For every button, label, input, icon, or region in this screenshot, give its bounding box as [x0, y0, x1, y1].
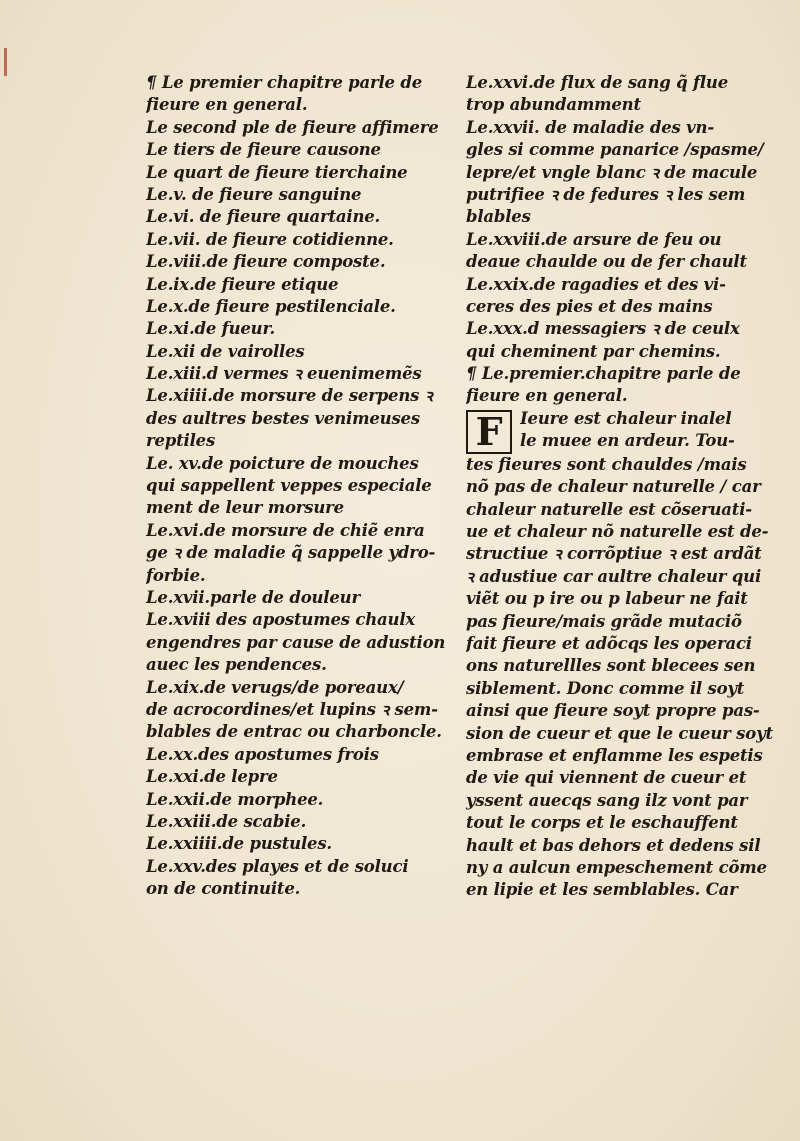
text-line: putrifiee ꝛ de fedures ꝛ les sem	[466, 184, 746, 204]
text-line: Le.xxx.d messagiers ꝛ de ceulx	[466, 319, 740, 339]
text-line: Le.xxvi.de flux de sang q̃ flue	[466, 73, 729, 92]
text-line: Le.xxiiii.de pustules.	[146, 834, 332, 854]
text-line: tes fieures sont chauldes /mais	[466, 454, 747, 474]
text-line: ge ꝛ de maladie q̃ sappelle ydro-	[146, 543, 436, 563]
text-line: Le.xx.des apostumes frois	[146, 744, 379, 764]
text-line: Le.xix.de verugs/de poreaux/	[146, 677, 404, 697]
text-line: le muee en ardeur. Tou-	[520, 431, 735, 451]
text-line: Le.xiiii.de morsure de serpens ꝛ	[146, 386, 433, 406]
text-line: Le.xiii.d vermes ꝛ euenimemẽs	[146, 364, 422, 384]
text-line: Le.xvi.de morsure de chiẽ enra	[146, 520, 425, 540]
text-line: Le.v. de fieure sanguine	[146, 184, 362, 204]
text-line: Le.ix.de fieure etique	[146, 274, 339, 294]
text-line: Le second ple de fieure affimere	[146, 117, 439, 137]
chapter-one-text	[466, 408, 776, 902]
text-line: blables	[466, 207, 531, 227]
text-line: qui sappellent veppes especiale	[146, 476, 432, 496]
text-line: Le.xxv.des playes et de soluci	[146, 856, 409, 876]
drop-capital: F	[466, 410, 512, 454]
text-line: embrase et enflamme les espetis	[466, 745, 763, 765]
text-line: ꝛ adustiue car aultre chaleur qui	[466, 566, 762, 586]
text-line: qui cheminent par chemins.	[466, 341, 721, 361]
text-line: Le. xv.de poicture de mouches	[146, 453, 419, 473]
text-line: pas fieure/mais grãde mutaciõ	[466, 611, 742, 631]
text-line: fieure en general.	[146, 95, 308, 115]
text-line: forbie.	[146, 565, 206, 585]
text-line: Le.xvii.parle de douleur	[146, 587, 360, 607]
text-line: Le.viii.de fieure composte.	[146, 252, 386, 272]
text-line: sion de cueur et que le cueur soyt	[466, 723, 773, 743]
text-line: Le.vii. de fieure cotidienne.	[146, 229, 394, 249]
text-line: on de continuite.	[146, 879, 301, 899]
text-line: nõ pas de chaleur naturelle / car	[466, 477, 761, 497]
text-line: gles si comme panarice /spasme/	[466, 140, 764, 160]
text-line: de acrocordines/et lupins ꝛ sem-	[146, 699, 438, 719]
text-line: Le tiers de fieure causone	[146, 140, 381, 160]
text-line: auec les pendences.	[146, 655, 327, 675]
table-of-contents-column	[146, 72, 450, 900]
toc-continuation	[466, 72, 776, 408]
text-line: deaue chaulde ou de fer chault	[466, 252, 747, 272]
text-line: des aultres bestes venimeuses	[146, 408, 420, 428]
text-line: ¶ Le.premier.chapitre parle de	[466, 364, 741, 384]
text-line: en lipie et les semblables. Car	[466, 880, 738, 900]
text-line: Le.xxviii.de arsure de feu ou	[466, 229, 722, 249]
text-line: fait fieure et adõcqs les operaci	[466, 633, 752, 653]
text-line: Le.vi. de fieure quartaine.	[146, 207, 381, 227]
text-line: Le.xxii.de morphee.	[146, 789, 324, 809]
text-line: ny a aulcun empeschement cõme	[466, 857, 767, 877]
text-column	[466, 72, 776, 902]
text-line: ment de leur morsure	[146, 498, 344, 518]
text-line: Le.x.de fieure pestilenciale.	[146, 296, 396, 316]
text-line: engendres par cause de adustion	[146, 632, 446, 652]
text-line: Le.xxiii.de scabie.	[146, 811, 307, 831]
text-line: Le.xxi.de lepre	[146, 767, 278, 787]
text-line: Le.xxix.de ragadies et des vi-	[466, 274, 726, 294]
text-line: ceres des pies et des mains	[466, 296, 713, 316]
text-line: Le.xviii des apostumes chaulx	[146, 610, 416, 630]
binding-mark	[4, 48, 7, 76]
text-line: yssent auecqs sang ilz vont par	[466, 790, 748, 810]
text-line: hault et bas dehors et dedens sil	[466, 835, 761, 855]
text-line: structiue ꝛ corrõptiue ꝛ est ardãt	[466, 544, 762, 564]
text-line: blables de entrac ou charboncle.	[146, 722, 442, 742]
text-line: fieure en general.	[466, 386, 628, 406]
text-line: de vie qui viennent de cueur et	[466, 768, 747, 788]
text-line: Le.xi.de fueur.	[146, 319, 275, 339]
text-line: Le.xii de vairolles	[146, 341, 305, 361]
text-line: trop abundamment	[466, 95, 641, 115]
text-line: tout le corps et le eschauffent	[466, 813, 738, 833]
text-line: siblement. Donc comme il soyt	[466, 678, 745, 698]
text-line: lepre/et vngle blanc ꝛ de macule	[466, 162, 758, 182]
text-line: ue et chaleur nõ naturelle est de-	[466, 522, 769, 542]
text-line: viẽt ou p ire ou p labeur ne fait	[466, 589, 748, 609]
text-line: ainsi que fieure soyt propre pas-	[466, 701, 760, 721]
text-line: chaleur naturelle est cõseruati-	[466, 499, 752, 519]
text-line: Le.xxvii. de maladie des vn-	[466, 117, 714, 137]
text-line: ¶ Le premier chapitre parle de	[146, 73, 423, 92]
text-line: Le quart de fieure tierchaine	[146, 162, 408, 182]
text-line: ons naturellles sont blecees sen	[466, 656, 756, 676]
text-line: reptiles	[146, 431, 216, 451]
text-line: Ieure est chaleur inalel	[520, 408, 732, 428]
